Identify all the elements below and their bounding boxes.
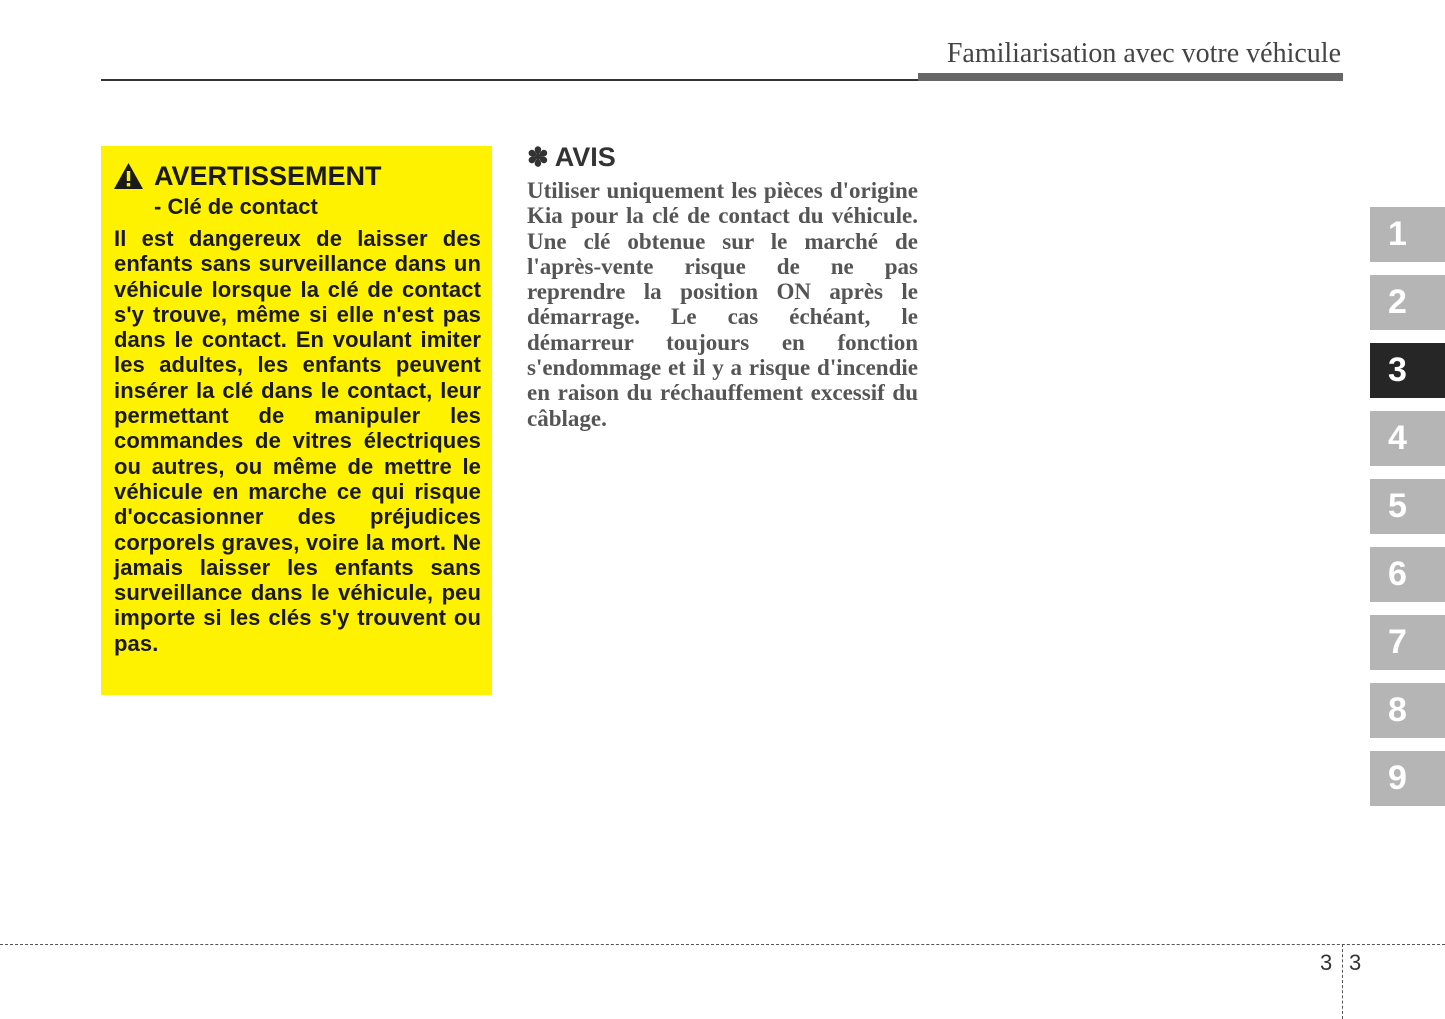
chapter-tab-9[interactable]: 9	[1370, 751, 1445, 806]
page-number: 3	[1349, 950, 1362, 975]
warning-subtitle: - Clé de contact	[154, 194, 318, 219]
footer-divider	[0, 944, 1445, 945]
chapter-tabs	[1370, 207, 1445, 819]
chapter-tab-7[interactable]: 7	[1370, 615, 1445, 670]
chapter-tab-5[interactable]: 5	[1370, 479, 1445, 534]
notice-body: Utiliser uniquement les pièces d'origine Kia pour la clé de contact du véhicule. Une clé obtenue sur le marché de l'après-vente risque de ne pas reprendre la position ON après le démarrage. Le cas échéant, le démarreur toujours en fonction s'endommage et il y a risque d'incendie en raison du réchauffement excessif du câblage.	[527, 178, 918, 431]
chapter-tab-2[interactable]: 2	[1370, 275, 1445, 330]
warning-body: Il est dangereux de laisser des enfants sans surveillance dans un véhicule lorsque la clé de contact s'y trouve, même si elle n'est pas dans le contact. En voulant imiter les adultes, les enfants peuvent insérer la clé dans le contact, leur permettant de manipuler les commandes de vitres électriques ou autres, ou même de mettre le véhicule en marche ce qui risque d'occasionner des préjudices corporels graves, voire la mort. Ne jamais laisser les enfants sans surveillance dans le véhicule, peu importe si les clés s'y trouvent ou pas.	[114, 226, 481, 656]
warning-box	[101, 146, 492, 695]
chapter-tab-4[interactable]: 4	[1370, 411, 1445, 466]
chapter-tab-3[interactable]: 3	[1370, 343, 1445, 398]
page-header-title: Familiarisation avec votre véhicule	[946, 38, 1341, 69]
notice-title: AVIS	[554, 141, 616, 172]
notice-heading	[527, 140, 918, 174]
chapter-tab-6[interactable]: 6	[1370, 547, 1445, 602]
warning-title: AVERTISSEMENT	[154, 160, 382, 191]
page-chapter-number: 3	[1320, 950, 1333, 975]
notice-section	[527, 140, 918, 431]
warning-heading	[113, 158, 480, 194]
footer-page-divider	[1342, 944, 1343, 1019]
asterisk-icon: ✽	[527, 142, 549, 172]
chapter-tab-1[interactable]: 1	[1370, 207, 1445, 262]
chapter-tab-8[interactable]: 8	[1370, 683, 1445, 738]
warning-triangle-icon	[113, 162, 144, 190]
header-rule-accent	[918, 73, 1343, 81]
